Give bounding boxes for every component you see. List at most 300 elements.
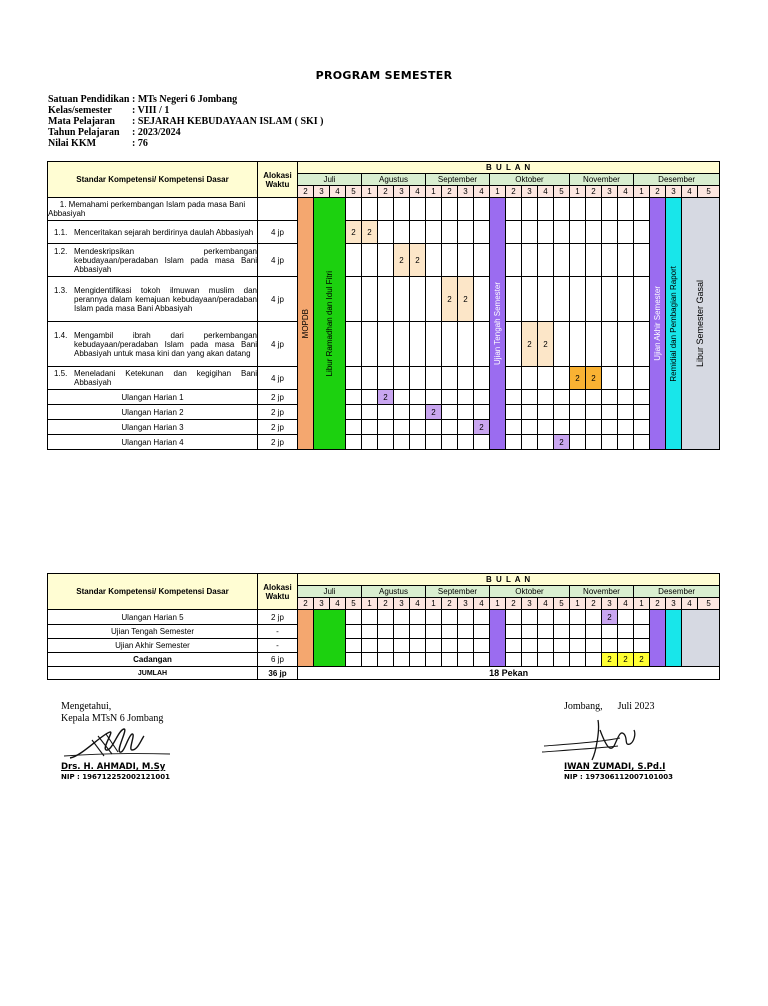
alokasi-cell: 2 jp: [258, 435, 298, 450]
week-cell: [426, 420, 442, 435]
week-cell: [506, 435, 522, 450]
kd-number: 1.4.: [54, 330, 68, 340]
uts-column: [490, 198, 506, 450]
week-cell: [458, 625, 474, 639]
libur-label: Libur Ramadhan dan Idul Fitri: [325, 270, 334, 377]
school-info: [48, 94, 448, 156]
week-number: 1: [570, 186, 586, 198]
week-cell: [634, 405, 650, 420]
semester-program-table: [47, 161, 720, 450]
week-cell: [426, 244, 442, 277]
week-cell: [586, 435, 602, 450]
week-cell: [586, 277, 602, 322]
week-cell-filled: 2: [378, 390, 394, 405]
week-number: 2: [442, 598, 458, 610]
week-cell: [474, 277, 490, 322]
week-cell-filled: 2: [442, 277, 458, 322]
week-cell: [586, 420, 602, 435]
month-agustus: Agustus: [362, 174, 426, 186]
week-cell: [442, 405, 458, 420]
week-number: 2: [586, 598, 602, 610]
week-cell: [346, 322, 362, 367]
week-cell: [442, 420, 458, 435]
week-cell: [634, 625, 650, 639]
info-label: Nilai KKM: [48, 138, 97, 149]
week-cell: [570, 420, 586, 435]
week-cell: [362, 420, 378, 435]
week-cell: [634, 435, 650, 450]
week-cell: [522, 610, 538, 625]
week-number: 5: [346, 598, 362, 610]
week-cell: [570, 639, 586, 653]
uts-column: [490, 610, 506, 667]
week-cell: [378, 420, 394, 435]
week-cell: [506, 639, 522, 653]
week-number: 3: [394, 598, 410, 610]
kd-row: [48, 221, 258, 244]
week-cell: [554, 221, 570, 244]
header-alokasi: Alokasi Waktu: [258, 162, 298, 198]
kd-text: Menceritakan sejarah berdirinya daulah Abbasiyah: [74, 227, 254, 237]
week-cell: [426, 435, 442, 450]
week-cell: [458, 420, 474, 435]
week-cell: [394, 625, 410, 639]
week-cell: [522, 390, 538, 405]
week-cell: [634, 221, 650, 244]
week-cell: [346, 610, 362, 625]
week-number: 4: [330, 598, 346, 610]
week-cell: [618, 610, 634, 625]
week-cell: [522, 653, 538, 667]
week-cell: [522, 405, 538, 420]
week-cell: [410, 277, 426, 322]
week-cell: [538, 420, 554, 435]
week-cell: [474, 244, 490, 277]
kd-text: Mendeskripsikan perkembangan kebudayaan/peradaban Islam pada masa Bani Abbasiyah: [74, 246, 257, 274]
week-cell: [506, 367, 522, 390]
week-cell: [586, 639, 602, 653]
kd-row: [48, 277, 258, 322]
week-cell: [474, 198, 490, 221]
month-oktober: Oktober: [490, 586, 570, 598]
week-cell: [570, 198, 586, 221]
week-number: 2: [378, 186, 394, 198]
week-cell: [474, 639, 490, 653]
kd-number: 1.1.: [54, 227, 68, 237]
week-cell: [346, 277, 362, 322]
week-cell: [426, 198, 442, 221]
total-weeks: 18 Pekan: [298, 667, 720, 680]
left-sign-name: Drs. H. AHMADI, M.Sy: [61, 762, 166, 772]
cadangan-label: Cadangan: [48, 653, 258, 667]
week-number: 4: [538, 598, 554, 610]
week-cell: [394, 221, 410, 244]
week-cell: [570, 322, 586, 367]
gasal-column: [682, 610, 720, 667]
week-cell-filled: 2: [394, 244, 410, 277]
week-cell: [346, 639, 362, 653]
right-sign-place-date: Jombang, Juli 2023: [564, 701, 655, 712]
week-cell: [410, 625, 426, 639]
header-sk: Standar Kompetensi/ Kompetensi Dasar: [48, 162, 258, 198]
week-number: 2: [298, 598, 314, 610]
info-value: : MTs Negeri 6 Jombang: [132, 94, 238, 105]
week-cell: [458, 198, 474, 221]
remidial-column: [666, 198, 682, 450]
week-cell: [602, 244, 618, 277]
week-cell: [570, 277, 586, 322]
week-number: 2: [506, 598, 522, 610]
week-number: 2: [650, 598, 666, 610]
week-cell: [410, 420, 426, 435]
week-cell: [554, 610, 570, 625]
total-jp: 36 jp: [258, 667, 298, 680]
alokasi-cell: 4 jp: [258, 367, 298, 390]
week-cell: [506, 610, 522, 625]
week-cell: [474, 221, 490, 244]
week-number: 3: [458, 186, 474, 198]
week-cell: [346, 405, 362, 420]
week-cell: [602, 198, 618, 221]
uas-row-label: Ujian Akhir Semester: [48, 639, 258, 653]
week-cell: [378, 653, 394, 667]
week-cell: [394, 653, 410, 667]
mopdb-column: [298, 610, 314, 667]
week-cell: [522, 625, 538, 639]
info-value: : 2023/2024: [132, 127, 181, 138]
week-number: 1: [426, 598, 442, 610]
ulangan-label: Ulangan Harian 1: [48, 390, 258, 405]
week-cell: [538, 367, 554, 390]
week-number: 3: [314, 598, 330, 610]
week-cell-filled: 2: [602, 653, 618, 667]
week-cell: [522, 277, 538, 322]
alokasi-cell: 2 jp: [258, 420, 298, 435]
week-cell-filled: 2: [586, 367, 602, 390]
week-cell: [378, 639, 394, 653]
week-cell: [410, 322, 426, 367]
week-cell: [618, 322, 634, 367]
week-cell: [554, 277, 570, 322]
week-cell: [634, 277, 650, 322]
month-agustus: Agustus: [362, 586, 426, 598]
week-number: 4: [330, 186, 346, 198]
week-cell: [522, 198, 538, 221]
week-cell: [506, 625, 522, 639]
left-sign-line2: Kepala MTsN 6 Jombang: [61, 713, 164, 724]
week-number: 1: [362, 186, 378, 198]
week-cell: [442, 610, 458, 625]
week-number: 4: [410, 186, 426, 198]
week-cell: [378, 405, 394, 420]
month-oktober: Oktober: [490, 174, 570, 186]
mopdb-column: [298, 198, 314, 450]
week-number: 5: [698, 598, 720, 610]
week-cell-filled: 2: [570, 367, 586, 390]
week-cell: [506, 198, 522, 221]
week-cell: [586, 653, 602, 667]
month-november: November: [570, 174, 634, 186]
info-value: : VIII / 1: [132, 105, 170, 116]
week-number: 5: [554, 186, 570, 198]
week-cell: [554, 405, 570, 420]
week-cell: [554, 625, 570, 639]
week-number: 1: [634, 186, 650, 198]
week-cell: [602, 639, 618, 653]
week-cell: [538, 244, 554, 277]
week-cell: [410, 390, 426, 405]
week-cell: [618, 244, 634, 277]
week-number: 2: [586, 186, 602, 198]
week-number: 3: [602, 598, 618, 610]
week-cell: [442, 244, 458, 277]
week-cell: [554, 390, 570, 405]
week-number: 4: [618, 186, 634, 198]
week-cell: [458, 367, 474, 390]
alokasi-cell: -: [258, 639, 298, 653]
week-cell: [634, 367, 650, 390]
week-cell: [378, 277, 394, 322]
header-bulan: B U L A N: [298, 162, 720, 174]
week-cell: [570, 610, 586, 625]
week-cell: [570, 221, 586, 244]
alokasi-cell: 2 jp: [258, 405, 298, 420]
week-cell: [442, 221, 458, 244]
ulangan-label: Ulangan Harian 4: [48, 435, 258, 450]
week-cell: [442, 435, 458, 450]
week-cell: [346, 390, 362, 405]
week-cell: [378, 198, 394, 221]
week-cell: [586, 390, 602, 405]
week-cell: [362, 277, 378, 322]
week-cell: [570, 244, 586, 277]
week-cell: [538, 435, 554, 450]
week-number: 1: [490, 186, 506, 198]
week-cell: [586, 322, 602, 367]
main-sk: 1. Memahami perkembangan Islam pada masa Bani Abbasiyah: [48, 198, 258, 221]
right-signature-icon: [540, 716, 652, 766]
week-cell: [586, 221, 602, 244]
week-cell: [362, 390, 378, 405]
week-cell: [426, 367, 442, 390]
week-cell: [346, 435, 362, 450]
week-cell: [426, 390, 442, 405]
week-number: 1: [634, 598, 650, 610]
left-sign-line1: Mengetahui,: [61, 701, 112, 712]
week-cell: [570, 390, 586, 405]
kd-text: Meneladani Ketekunan dan kegigihan Bani Abbasiyah: [74, 369, 257, 387]
info-value: : SEJARAH KEBUDAYAAN ISLAM ( SKI ): [132, 116, 324, 127]
week-cell: [442, 390, 458, 405]
libur-column: [314, 198, 346, 450]
week-cell: [362, 322, 378, 367]
week-cell: [522, 639, 538, 653]
week-number: 2: [506, 186, 522, 198]
ulangan-label: Ulangan Harian 5: [48, 610, 258, 625]
week-cell: [394, 367, 410, 390]
week-cell: [538, 390, 554, 405]
week-number: 3: [394, 186, 410, 198]
week-cell: [394, 390, 410, 405]
week-cell: [378, 244, 394, 277]
kd-row: [48, 367, 258, 390]
uas-label: Ujian Akhir Semester: [653, 286, 662, 361]
week-cell: [506, 653, 522, 667]
week-cell: [474, 405, 490, 420]
week-cell: [554, 420, 570, 435]
week-cell: [522, 435, 538, 450]
week-cell: [458, 653, 474, 667]
week-cell: [362, 610, 378, 625]
uts-row-label: Ujian Tengah Semester: [48, 625, 258, 639]
week-cell: [426, 221, 442, 244]
uas-column: [650, 198, 666, 450]
week-cell: [554, 244, 570, 277]
total-label: JUMLAH: [48, 667, 258, 680]
week-number: 1: [362, 598, 378, 610]
week-cell: [618, 625, 634, 639]
week-cell: [442, 198, 458, 221]
week-cell: [538, 277, 554, 322]
week-cell: [410, 435, 426, 450]
week-cell: [538, 653, 554, 667]
week-cell: [618, 435, 634, 450]
week-cell: [634, 322, 650, 367]
week-cell: [602, 435, 618, 450]
alokasi-cell: 2 jp: [258, 610, 298, 625]
week-cell: [506, 277, 522, 322]
week-cell: [394, 639, 410, 653]
week-cell: [362, 244, 378, 277]
week-cell: [538, 198, 554, 221]
week-number: 3: [602, 186, 618, 198]
week-cell: [362, 653, 378, 667]
week-cell: [394, 405, 410, 420]
week-number: 2: [650, 186, 666, 198]
week-cell: [442, 639, 458, 653]
week-cell: [586, 405, 602, 420]
week-cell: [538, 625, 554, 639]
libur-column: [314, 610, 346, 667]
week-cell: [602, 390, 618, 405]
week-number: 5: [554, 598, 570, 610]
week-number: 5: [346, 186, 362, 198]
week-number: 3: [458, 598, 474, 610]
week-cell: [442, 322, 458, 367]
week-cell: [346, 198, 362, 221]
week-cell: [618, 405, 634, 420]
week-number: 3: [522, 186, 538, 198]
week-number: 3: [666, 186, 682, 198]
week-number: 4: [618, 598, 634, 610]
week-cell: [538, 610, 554, 625]
week-cell: [634, 639, 650, 653]
week-cell: [554, 639, 570, 653]
week-cell: [522, 244, 538, 277]
week-cell: [618, 221, 634, 244]
week-number: 1: [426, 186, 442, 198]
week-cell: [410, 653, 426, 667]
week-cell: [538, 639, 554, 653]
week-cell: [602, 277, 618, 322]
ulangan-label: Ulangan Harian 2: [48, 405, 258, 420]
info-label: Tahun Pelajaran: [48, 127, 120, 138]
week-cell: [394, 610, 410, 625]
week-cell: [426, 610, 442, 625]
kd-text: Mengambil ibrah dari perkembangan kebudayaan/peradaban Islam pada masa Bani Abbasiyah untuk masa kini dan yang akan datang: [74, 330, 257, 358]
week-cell: [506, 322, 522, 367]
month-desember: Desember: [634, 586, 720, 598]
month-desember: Desember: [634, 174, 720, 186]
month-juli: Juli: [298, 174, 362, 186]
week-cell: [410, 639, 426, 653]
week-cell: [554, 198, 570, 221]
week-cell: [426, 322, 442, 367]
month-september: September: [426, 174, 490, 186]
week-number: 2: [442, 186, 458, 198]
week-cell-filled: 2: [554, 435, 570, 450]
week-cell: [538, 405, 554, 420]
week-cell: [362, 435, 378, 450]
remidial-column: [666, 610, 682, 667]
week-cell-filled: 2: [410, 244, 426, 277]
remidial-label: Remidial dan Pembagian Raport: [669, 265, 678, 382]
week-number: 3: [522, 598, 538, 610]
kd-number: 1.2.: [54, 246, 68, 256]
week-cell: [474, 367, 490, 390]
week-cell: [378, 322, 394, 367]
week-cell: [458, 610, 474, 625]
week-cell: [602, 221, 618, 244]
week-cell: [346, 420, 362, 435]
week-cell: [410, 610, 426, 625]
info-value: : 76: [132, 138, 148, 149]
week-cell-filled: 2: [602, 610, 618, 625]
alokasi-cell: 4 jp: [258, 244, 298, 277]
week-cell: [346, 367, 362, 390]
week-cell: [506, 390, 522, 405]
week-cell: [410, 198, 426, 221]
week-cell: [394, 198, 410, 221]
alokasi-cell: 2 jp: [258, 390, 298, 405]
alokasi-cell: 6 jp: [258, 653, 298, 667]
week-cell: [506, 405, 522, 420]
header-sk: Standar Kompetensi/ Kompetensi Dasar: [48, 574, 258, 610]
week-cell: [506, 420, 522, 435]
alokasi-cell: 4 jp: [258, 221, 298, 244]
week-cell: [602, 367, 618, 390]
week-cell: [442, 653, 458, 667]
semester-program-table-2: [47, 573, 720, 680]
week-cell: [634, 390, 650, 405]
week-cell: [378, 435, 394, 450]
week-cell-filled: 2: [618, 653, 634, 667]
month-november: November: [570, 586, 634, 598]
week-cell: [634, 244, 650, 277]
week-cell: [346, 625, 362, 639]
alokasi-cell: [258, 198, 298, 221]
week-number: 4: [682, 598, 698, 610]
week-cell: [586, 198, 602, 221]
week-cell: [522, 221, 538, 244]
week-cell: [442, 367, 458, 390]
week-cell: [362, 639, 378, 653]
week-cell: [618, 367, 634, 390]
week-cell: [474, 625, 490, 639]
week-cell: [346, 653, 362, 667]
week-cell: [474, 390, 490, 405]
page-title: PROGRAM SEMESTER: [315, 69, 453, 82]
